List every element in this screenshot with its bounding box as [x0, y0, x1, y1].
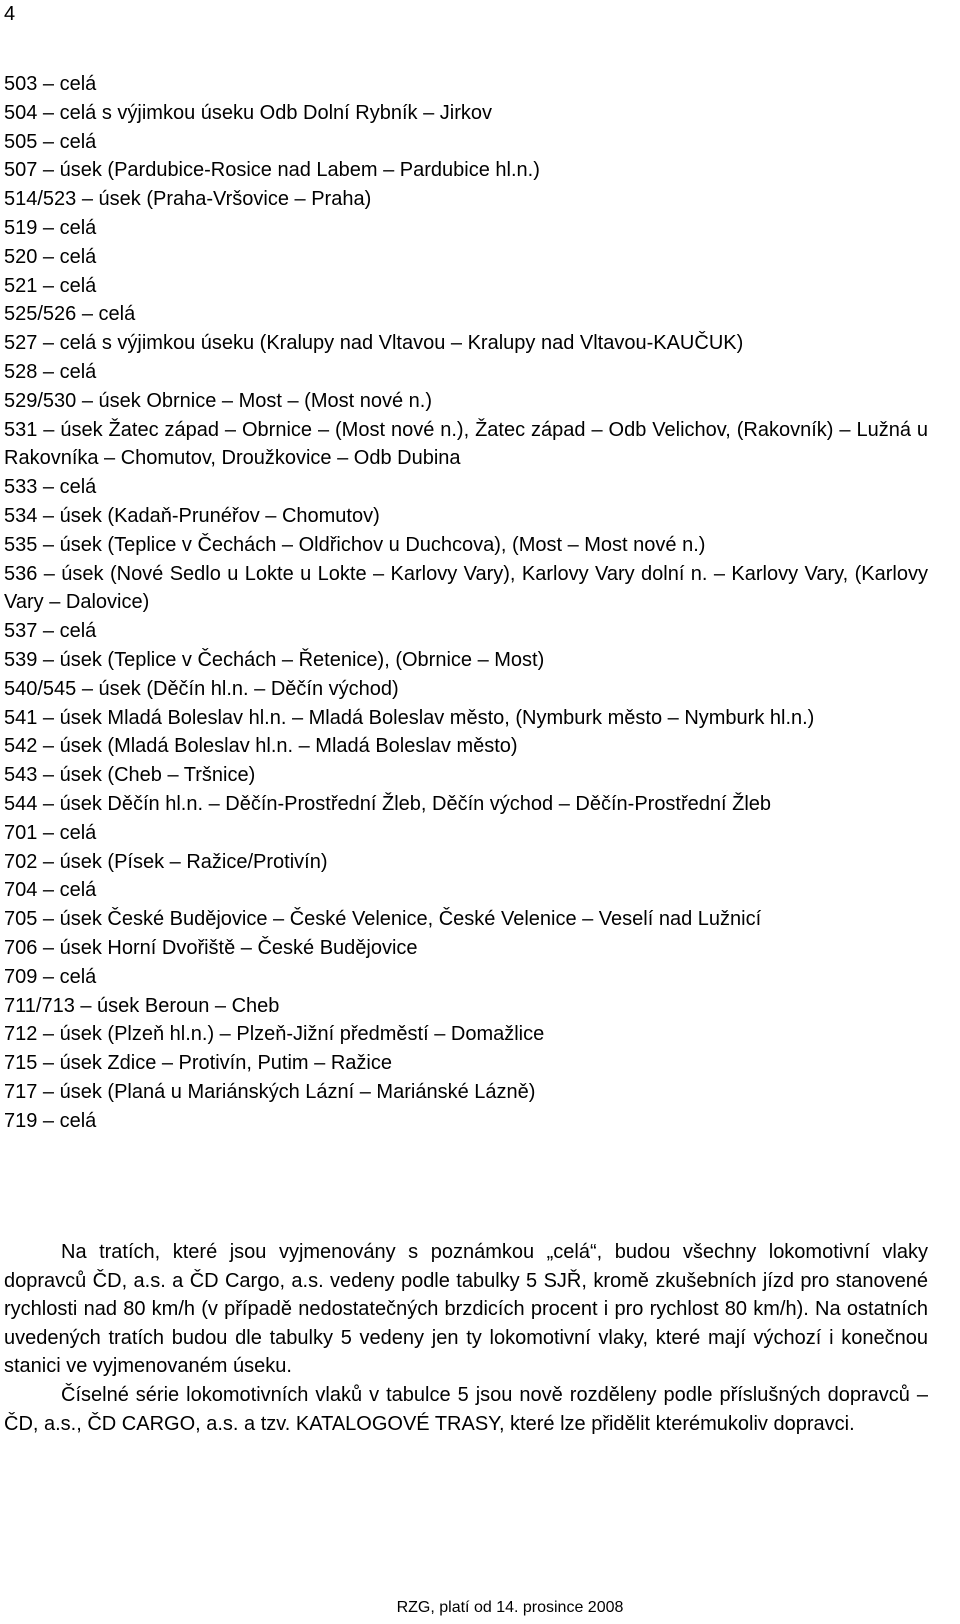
route-item: 525/526 – celá	[4, 303, 136, 326]
route-item: 702 – úsek (Písek – Ražice/Protivín)	[4, 850, 328, 873]
route-item: 533 – celá	[4, 476, 97, 499]
route-item: 709 – celá	[4, 965, 97, 988]
route-item: 540/545 – úsek (Děčín hl.n. – Děčín východ)	[4, 677, 399, 700]
route-item: 534 – úsek (Kadaň-Prunéřov – Chomutov)	[4, 504, 380, 527]
route-item: 504 – celá s výjimkou úseku Odb Dolní Rybník – Jirkov	[4, 101, 492, 124]
route-item: 544 – úsek Děčín hl.n. – Děčín-Prostřední Žleb, Děčín východ – Děčín-Prostřední Žleb	[4, 792, 772, 815]
route-item: 705 – úsek České Budějovice – České Velenice, České Velenice – Veselí nad Lužnicí	[4, 908, 762, 931]
route-item: 541 – úsek Mladá Boleslav hl.n. – Mladá Boleslav město, (Nymburk město – Nymburk hl.n.)	[4, 706, 815, 729]
route-item: 537 – celá	[4, 620, 97, 643]
route-item: 711/713 – úsek Beroun – Cheb	[4, 994, 280, 1017]
page-number: 4	[4, 3, 16, 25]
route-item: 535 – úsek (Teplice v Čechách – Oldřichov u Duchcova), (Most – Most nové n.)	[4, 533, 706, 556]
route-item: 719 – celá	[4, 1109, 97, 1132]
route-item: 505 – celá	[4, 130, 97, 153]
route-item: 521 – celá	[4, 274, 97, 297]
route-item: 529/530 – úsek Obrnice – Most – (Most nové n.)	[4, 389, 432, 412]
route-item: 527 – celá s výjimkou úseku (Kralupy nad Vltavou – Kralupy nad Vltavou-KAUČUK)	[4, 332, 744, 355]
route-item: 706 – úsek Horní Dvořiště – České Budějovice	[4, 936, 418, 959]
route-item: 514/523 – úsek (Praha-Vršovice – Praha)	[4, 188, 372, 211]
notes-section	[4, 1238, 928, 1438]
route-item: 528 – celá	[4, 360, 97, 383]
note-paragraph: Číselné série lokomotivních vlaků v tabulce 5 jsou nově rozděleny podle příslušných dopravců – ČD, a.s., ČD CARGO, a.s. a tzv. KATALOGOVÉ TRASY, které lze přidělit kterémukoliv dopravci.	[4, 1383, 928, 1435]
route-item: 539 – úsek (Teplice v Čechách – Řetenice), (Obrnice – Most)	[4, 648, 545, 671]
route-item: 543 – úsek (Cheb – Tršnice)	[4, 764, 256, 787]
route-item: 717 – úsek (Planá u Mariánských Lázní – Mariánské Lázně)	[4, 1080, 536, 1103]
route-item: 519 – celá	[4, 216, 97, 239]
route-item: 536 – úsek (Nové Sedlo u Lokte u Lokte – Karlovy Vary), Karlovy Vary dolní n. – Karlovy Vary, (Karlovy Vary – Dalovice)	[4, 562, 928, 614]
route-item: 712 – úsek (Plzeň hl.n.) – Plzeň-Jižní předměstí – Domažlice	[4, 1023, 545, 1046]
route-item: 520 – celá	[4, 245, 97, 268]
note-paragraph: Na tratích, které jsou vyjmenovány s poznámkou „celá“, budou všechny lokomotivní vlaky dopravců ČD, a.s. a ČD Cargo, a.s. vedeny podle tabulky 5 SJŘ, kromě zkušebních jízd pro stanovené rychlosti nad 80 km/h (v případě nedostatečných brzdicích procent i pro rychlost 80 km/h). Na ostatních uvedených tratích budou dle tabulky 5 vedeny jen ty lokomotivní vlaky, které mají výchozí i konečnou stanici ve vyjmenovaném úseku.	[4, 1241, 928, 1378]
route-item: 704 – celá	[4, 879, 97, 902]
route-item: 542 – úsek (Mladá Boleslav hl.n. – Mladá Boleslav město)	[4, 735, 518, 758]
route-item: 701 – celá	[4, 821, 97, 844]
route-item: 507 – úsek (Pardubice-Rosice nad Labem – Pardubice hl.n.)	[4, 159, 540, 182]
route-item: 715 – úsek Zdice – Protivín, Putim – Ražice	[4, 1052, 392, 1075]
route-item: 503 – celá	[4, 73, 97, 95]
route-list	[4, 70, 928, 1135]
route-item: 531 – úsek Žatec západ – Obrnice – (Most nové n.), Žatec západ – Odb Velichov, (Rakovník) – Lužná u Rakovníka – Chomutov, Droužkovice – Odb Dubina	[4, 418, 928, 470]
page-footer: RZG, platí od 14. prosince 2008	[396, 1599, 624, 1616]
